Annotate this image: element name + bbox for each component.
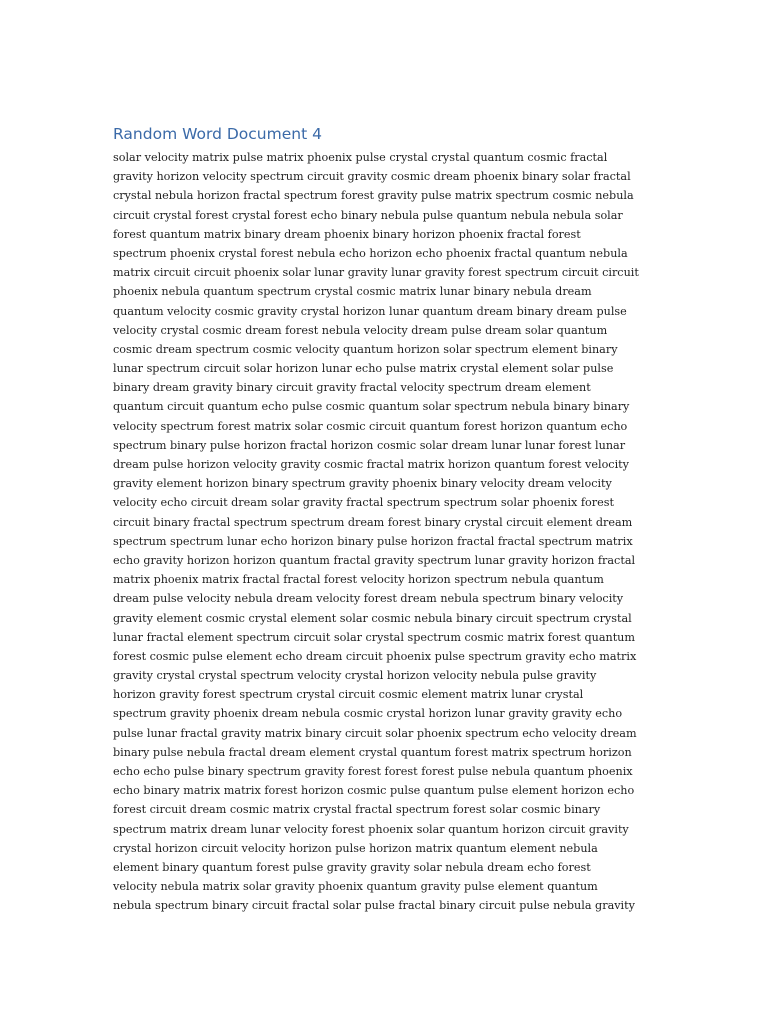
body-line: velocity nebula matrix solar gravity phoenix quantum gravity pulse element quantum bbox=[113, 880, 598, 894]
body-line: quantum velocity cosmic gravity crystal horizon lunar quantum dream binary dream pulse bbox=[113, 304, 627, 318]
body-line: pulse lunar fractal gravity matrix binary circuit solar phoenix spectrum echo velocity dream bbox=[113, 726, 637, 740]
body-line: matrix circuit circuit phoenix solar lunar gravity lunar gravity forest spectrum circuit circuit bbox=[113, 266, 639, 280]
body-line: spectrum spectrum lunar echo horizon binary pulse horizon fractal fractal spectrum matrix bbox=[113, 534, 633, 548]
body-line: velocity crystal cosmic dream forest nebula velocity dream pulse dream solar quantum bbox=[113, 323, 608, 337]
document-body bbox=[113, 148, 673, 916]
body-line: forest circuit dream cosmic matrix crystal fractal spectrum forest solar cosmic binary bbox=[113, 803, 601, 817]
body-line: lunar spectrum circuit solar horizon lunar echo pulse matrix crystal element solar pulse bbox=[113, 362, 614, 376]
document-title: Random Word Document 4 bbox=[113, 125, 322, 143]
body-line: dream pulse horizon velocity gravity cosmic fractal matrix horizon quantum forest velocity bbox=[113, 458, 629, 471]
body-line: solar velocity matrix pulse matrix phoenix pulse crystal crystal quantum cosmic fractal bbox=[113, 151, 608, 164]
body-line: velocity echo circuit dream solar gravity fractal spectrum spectrum solar phoenix forest bbox=[113, 496, 615, 510]
body-line: spectrum binary pulse horizon fractal horizon cosmic solar dream lunar lunar forest lunar bbox=[113, 438, 626, 452]
body-line: circuit crystal forest crystal forest echo binary nebula pulse quantum nebula nebula solar bbox=[113, 208, 623, 222]
body-line: echo gravity horizon horizon quantum fractal gravity spectrum lunar gravity horizon fractal bbox=[113, 553, 636, 567]
body-line: horizon gravity forest spectrum crystal circuit cosmic element matrix lunar crystal bbox=[113, 688, 584, 702]
body-line: phoenix nebula quantum spectrum crystal cosmic matrix lunar binary nebula dream bbox=[113, 285, 592, 299]
body-line: binary dream gravity binary circuit gravity fractal velocity spectrum dream element bbox=[113, 381, 591, 395]
body-line: matrix phoenix matrix fractal fractal forest velocity horizon spectrum nebula quantum bbox=[113, 573, 604, 587]
body-line: echo echo pulse binary spectrum gravity forest forest forest pulse nebula quantum phoenix bbox=[113, 765, 633, 778]
body-line: cosmic dream spectrum cosmic velocity quantum horizon solar spectrum element binary bbox=[113, 342, 618, 356]
body-line: gravity horizon velocity spectrum circuit gravity cosmic dream phoenix binary solar fractal bbox=[113, 170, 631, 184]
body-line: crystal horizon circuit velocity horizon pulse horizon matrix quantum element nebula bbox=[113, 841, 598, 855]
body-line: nebula spectrum binary circuit fractal solar pulse fractal binary circuit pulse nebula gravity bbox=[113, 899, 635, 913]
body-line: velocity spectrum forest matrix solar cosmic circuit quantum forest horizon quantum echo bbox=[113, 419, 628, 433]
body-line: circuit binary fractal spectrum spectrum dream forest binary crystal circuit element dream bbox=[113, 515, 633, 529]
body-line: echo binary matrix matrix forest horizon cosmic pulse quantum pulse element horizon echo bbox=[113, 784, 635, 798]
body-line: spectrum matrix dream lunar velocity forest phoenix solar quantum horizon circuit gravity bbox=[113, 822, 629, 836]
body-line: gravity crystal crystal spectrum velocity crystal horizon velocity nebula pulse gravity bbox=[113, 669, 597, 683]
body-line: forest quantum matrix binary dream phoenix binary horizon phoenix fractal forest bbox=[113, 227, 581, 241]
body-line: lunar fractal element spectrum circuit solar crystal spectrum cosmic matrix forest quantum bbox=[113, 630, 635, 644]
body-line: gravity element cosmic crystal element solar cosmic nebula binary circuit spectrum crystal bbox=[113, 611, 632, 625]
body-line: crystal nebula horizon fractal spectrum forest gravity pulse matrix spectrum cosmic nebula bbox=[113, 189, 634, 203]
body-line: spectrum phoenix crystal forest nebula echo horizon echo phoenix fractal quantum nebula bbox=[113, 246, 628, 260]
body-line: gravity element horizon binary spectrum gravity phoenix binary velocity dream velocity bbox=[113, 477, 612, 491]
body-line: spectrum gravity phoenix dream nebula cosmic crystal horizon lunar gravity gravity echo bbox=[113, 707, 623, 721]
body-line: element binary quantum forest pulse gravity gravity solar nebula dream echo forest bbox=[113, 860, 591, 874]
body-line: forest cosmic pulse element echo dream circuit phoenix pulse spectrum gravity echo matrix bbox=[113, 649, 637, 663]
body-line: quantum circuit quantum echo pulse cosmic quantum solar spectrum nebula binary binary bbox=[113, 400, 630, 414]
body-line: dream pulse velocity nebula dream velocity forest dream nebula spectrum binary velocity bbox=[113, 592, 624, 606]
body-line: binary pulse nebula fractal dream element crystal quantum forest matrix spectrum horizon bbox=[113, 745, 632, 759]
